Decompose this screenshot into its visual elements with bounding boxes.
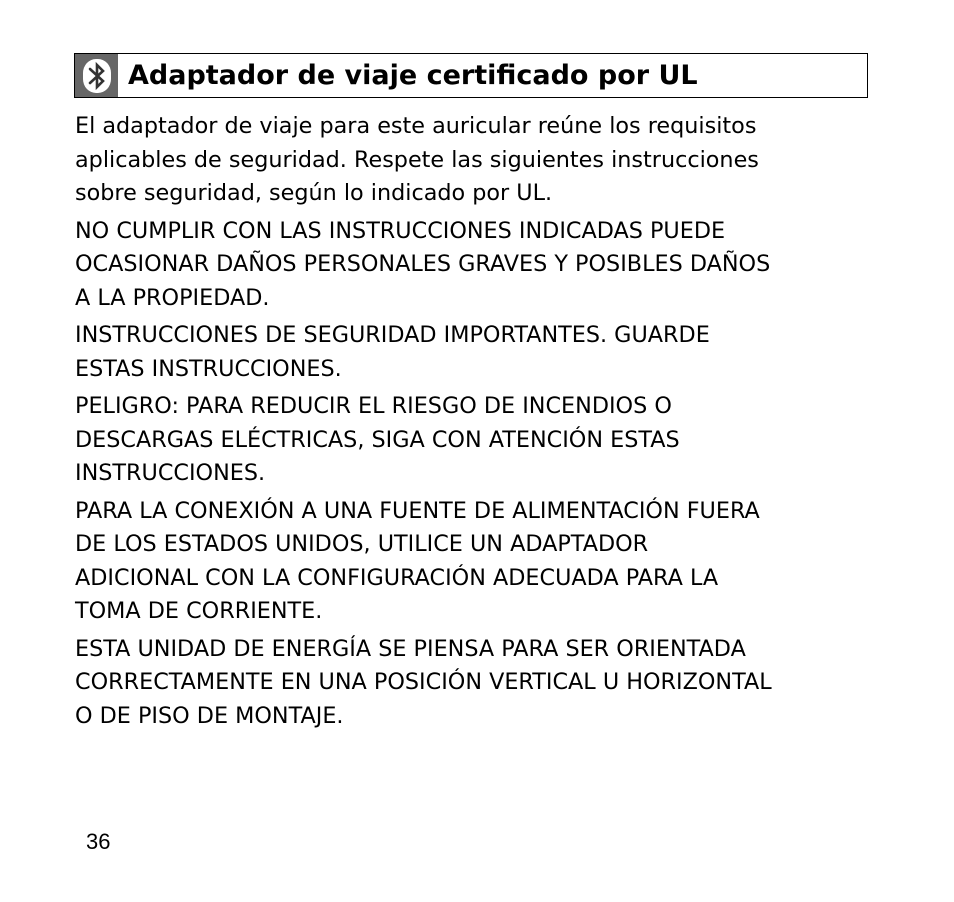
bluetooth-icon [75, 54, 118, 97]
paragraph-intro: El adaptador de viaje para este auricular reúne los requisitos aplicables de seguridad. Respete las siguientes instrucciones sobre seguridad, según lo indicado por UL. [75, 113, 759, 206]
page-number: 36 [86, 829, 111, 854]
paragraph-danger: PELIGRO: PARA REDUCIR EL RIESGO DE INCENDIOS O DESCARGAS ELÉCTRICAS, SIGA CON ATENCIÓN ESTAS INSTRUCCIONES. [75, 393, 680, 486]
paragraph-connection: PARA LA CONEXIÓN A UNA FUENTE DE ALIMENTACIÓN FUERA DE LOS ESTADOS UNIDOS, UTILICE UN ADAPTADOR ADICIONAL CON LA CONFIGURACIÓN ADECUADA PARA LA TOMA DE CORRIENTE. [75, 497, 760, 624]
section-title: Adaptador de viaje certificado por UL [128, 60, 698, 91]
section-header [74, 53, 868, 98]
paragraph-warning: NO CUMPLIR CON LAS INSTRUCCIONES INDICADAS PUEDE OCASIONAR DAÑOS PERSONALES GRAVES Y POSIBLES DAÑOS A LA PROPIEDAD. [75, 217, 771, 311]
paragraph-important: INSTRUCCIONES DE SEGURIDAD IMPORTANTES. GUARDE ESTAS INSTRUCCIONES. [75, 322, 710, 382]
body-content [75, 110, 875, 737]
paragraph-orientation: ESTA UNIDAD DE ENERGÍA SE PIENSA PARA SER ORIENTADA CORRECTAMENTE EN UNA POSICIÓN VERTICAL U HORIZONTAL O DE PISO DE MONTAJE. [75, 635, 772, 729]
